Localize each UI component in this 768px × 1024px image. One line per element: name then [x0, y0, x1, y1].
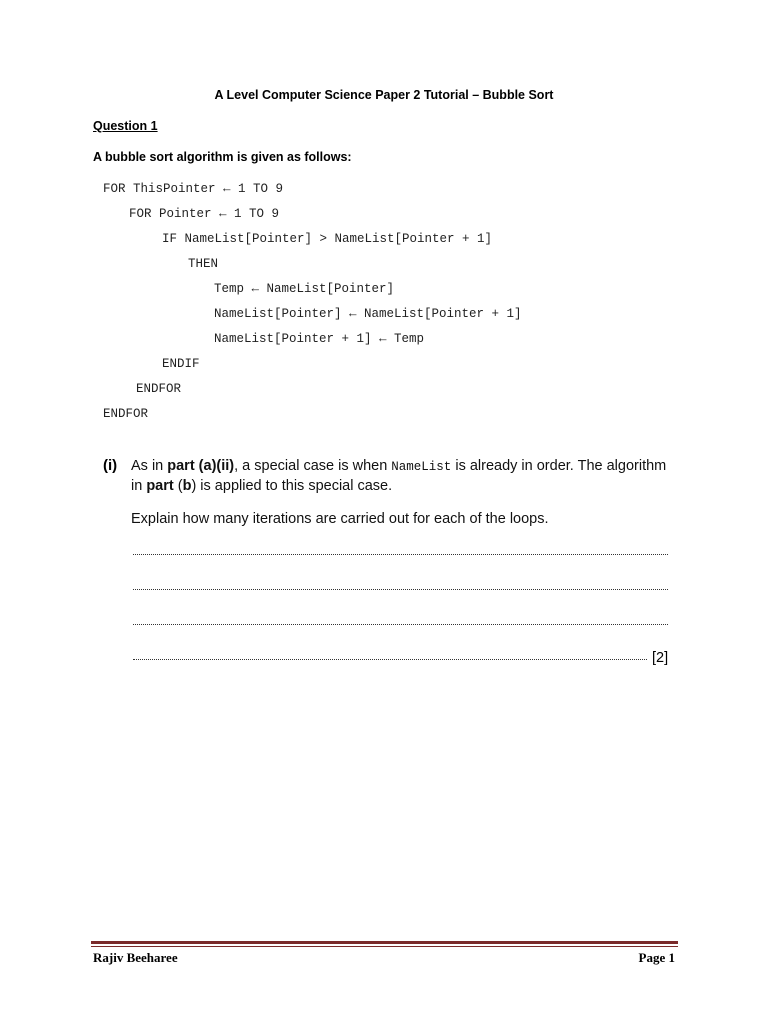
part-text-segment: ) is applied to this special case.	[191, 478, 393, 494]
part-text-segment: is already in order. The algorithm in	[131, 458, 667, 494]
code-line: Temp ← NameList[Pointer]	[214, 282, 395, 296]
part-reference: part (a)(ii)	[167, 458, 235, 474]
code-line: IF NameList[Pointer] > NameList[Pointer + 1]	[162, 232, 493, 246]
part-label: (i)	[103, 457, 118, 474]
answer-line[interactable]	[133, 623, 668, 625]
answer-line[interactable]	[133, 588, 668, 590]
footer-author: Rajiv Beeharee	[93, 950, 178, 965]
code-line: NameList[Pointer] ← NameList[Pointer + 1]	[214, 307, 522, 321]
code-line: NameList[Pointer + 1] ← Temp	[214, 332, 425, 346]
question-heading: Question 1	[93, 119, 158, 133]
marks-allocation: [2]	[652, 650, 669, 666]
code-line: ENDFOR	[103, 407, 149, 421]
code-line: ENDIF	[162, 357, 200, 371]
part-text-segment: , a special case is when	[234, 458, 392, 474]
code-reference: NameList	[391, 460, 452, 474]
code-line: FOR ThisPointer ← 1 TO 9	[103, 182, 284, 196]
part-text-segment: (	[173, 478, 183, 494]
code-line: THEN	[188, 257, 219, 271]
code-line: ENDFOR	[136, 382, 182, 396]
explain-instruction: Explain how many iterations are carried out for each of the loops.	[131, 511, 549, 527]
answer-line[interactable]	[133, 658, 647, 660]
part-reference: b	[182, 478, 192, 494]
intro-text: A bubble sort algorithm is given as follows:	[93, 150, 352, 164]
part-reference: part	[146, 478, 174, 494]
answer-line[interactable]	[133, 553, 668, 555]
document-title: A Level Computer Science Paper 2 Tutorial – Bubble Sort	[214, 88, 554, 102]
footer-divider	[91, 941, 678, 944]
part-text-segment: As in	[131, 458, 168, 474]
part-question-text	[131, 457, 676, 496]
footer-page-number: Page 1	[638, 950, 675, 965]
code-line: FOR Pointer ← 1 TO 9	[129, 207, 280, 221]
footer-divider-thin	[91, 946, 678, 947]
